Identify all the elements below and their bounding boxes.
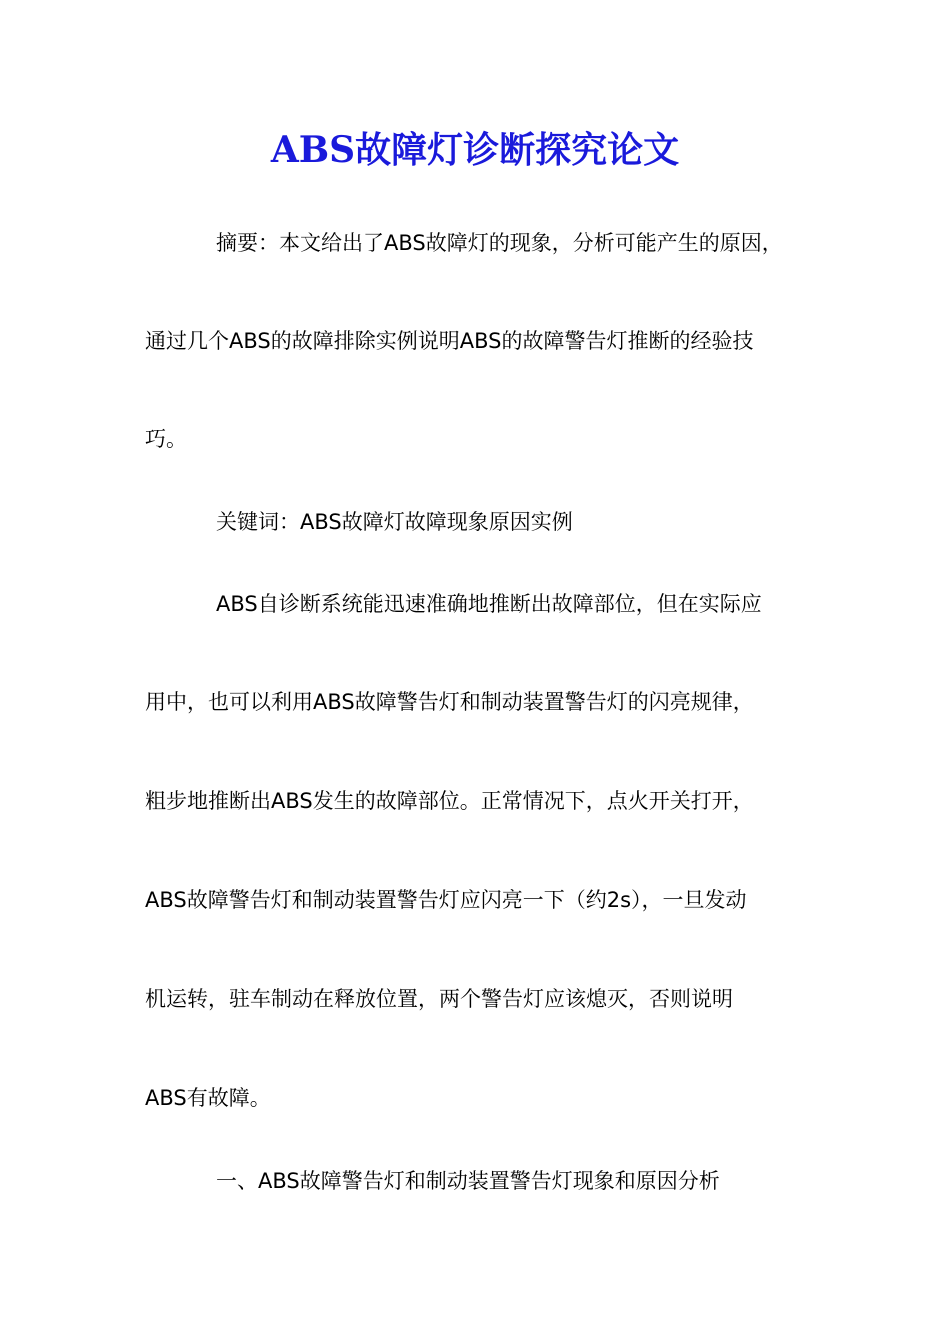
abstract-line-1: 摘要：本文给出了ABS故障灯的现象，分析可能产生的原因， bbox=[216, 231, 783, 255]
document-title: ABS故障灯诊断探究论文 bbox=[270, 129, 680, 171]
body-line-2: 用中，也可以利用ABS故障警告灯和制动装置警告灯的闪亮规律， bbox=[145, 690, 754, 714]
section-heading-1: 一、ABS故障警告灯和制动装置警告灯现象和原因分析 bbox=[216, 1169, 720, 1193]
body-line-3: 粗步地推断出ABS发生的故障部位。正常情况下，点火开关打开， bbox=[145, 789, 754, 813]
body-line-5: 机运转，驻车制动在释放位置，两个警告灯应该熄灭，否则说明 bbox=[145, 987, 733, 1011]
abstract-line-2: 通过几个ABS的故障排除实例说明ABS的故障警告灯推断的经验技 bbox=[145, 329, 754, 353]
body-line-6: ABS有故障。 bbox=[145, 1086, 271, 1110]
abstract-line-3: 巧。 bbox=[145, 427, 187, 451]
body-line-4: ABS故障警告灯和制动装置警告灯应闪亮一下（约2s），一旦发动 bbox=[145, 888, 747, 912]
keywords-line: 关键词：ABS故障灯故障现象原因实例 bbox=[216, 510, 573, 534]
body-line-1: ABS自诊断系统能迅速准确地推断出故障部位，但在实际应 bbox=[216, 592, 762, 616]
